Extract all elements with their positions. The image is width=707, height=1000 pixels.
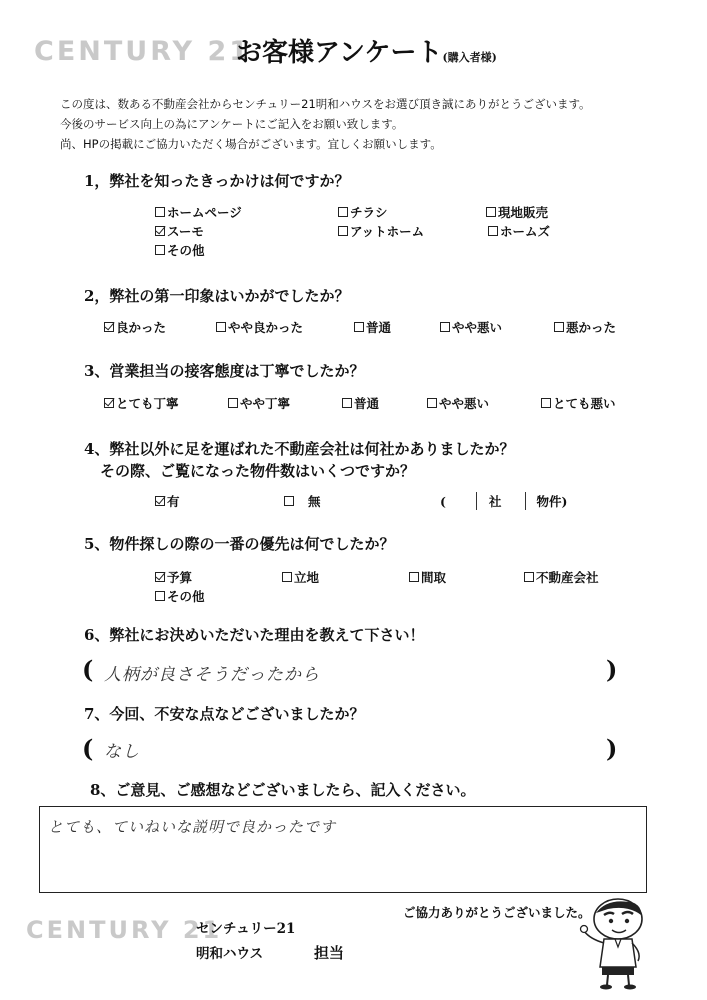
checkbox-icon[interactable] (282, 572, 292, 582)
checkbox-icon[interactable] (354, 322, 364, 332)
checkbox-icon[interactable] (338, 207, 348, 217)
question-4-line1: 4、弊社以外に足を運ばれた不動産会社は何社かありましたか？ (84, 440, 515, 458)
q4-count-field (440, 492, 567, 510)
q2-option-somewhat-bad[interactable]: やや悪い (440, 318, 502, 336)
checkbox-icon[interactable] (486, 207, 496, 217)
checked-checkbox-icon[interactable] (155, 226, 165, 236)
q5-option-budget[interactable]: 予算 (155, 568, 192, 586)
q1-option-homes[interactable]: ホームズ (488, 222, 550, 240)
footer-brand-logo: CENTURY 21 (26, 916, 223, 944)
checkbox-icon[interactable] (427, 398, 437, 408)
q7-paren-open: ( (82, 734, 94, 763)
q4-option-yes[interactable]: 有 (155, 492, 180, 510)
paren-open: ( (440, 493, 446, 509)
intro-text (60, 94, 591, 154)
q1-option-suumo[interactable]: スーモ (155, 222, 204, 240)
q6-paren-open: ( (82, 655, 94, 684)
q2-option-average[interactable]: 普通 (354, 318, 391, 336)
question-5: 5、物件探しの際の一番の優先は何でしたか？ (84, 535, 395, 553)
q6-answer[interactable]: 人柄が良さそうだったから (104, 665, 320, 685)
question-2: 2，弊社の第一印象はいかがでしたか？ (84, 287, 350, 305)
checkbox-icon[interactable] (228, 398, 238, 408)
question-7: 7、今回、不安な点などございましたか？ (84, 705, 365, 723)
company-branch: 明和ハウス (196, 946, 264, 962)
checkbox-icon[interactable] (409, 572, 419, 582)
comment-box[interactable] (39, 806, 647, 893)
brand-logo: CENTURY 21 (34, 36, 252, 67)
q5-option-floor-plan[interactable]: 間取 (409, 568, 446, 586)
checkbox-icon[interactable] (284, 496, 294, 506)
question-4-line2: その際、ご覧になった物件数はいくつですか？ (100, 462, 416, 480)
q5-option-location[interactable]: 立地 (282, 568, 319, 586)
checkbox-icon[interactable] (342, 398, 352, 408)
q7-paren-close: ) (606, 734, 618, 763)
checkbox-icon[interactable] (440, 322, 450, 332)
handwritten-company-count (476, 492, 477, 510)
checked-checkbox-icon[interactable] (155, 572, 165, 582)
q5-option-agency[interactable]: 不動産会社 (524, 568, 599, 586)
properties-unit: 物件) (536, 494, 568, 509)
thanks-message: ご協力ありがとうございました。 (403, 905, 591, 920)
page-title (236, 32, 497, 69)
q1-option-flyer[interactable]: チラシ (338, 203, 388, 221)
q3-option-very-polite[interactable]: とても丁寧 (104, 394, 179, 412)
question-6: 6、弊社にお決めいただいた理由を教えて下さい！ (84, 626, 425, 644)
checked-checkbox-icon[interactable] (104, 322, 114, 332)
q2-option-somewhat-good[interactable]: やや良かった (216, 318, 303, 336)
checkbox-icon[interactable] (155, 245, 165, 255)
q1-option-onsite-sale[interactable]: 現地販売 (486, 203, 548, 221)
companies-unit: 社 (488, 494, 502, 509)
q1-option-other[interactable]: その他 (155, 241, 205, 259)
checkbox-icon[interactable] (524, 572, 534, 582)
checkbox-icon[interactable] (488, 226, 498, 236)
q8-answer: とても、ていねいな説明で良かったです (48, 818, 337, 836)
q2-option-good[interactable]: 良かった (104, 318, 166, 336)
page-title-text: お客様アンケート (236, 38, 443, 68)
q3-option-somewhat-bad[interactable]: やや悪い (427, 394, 489, 412)
q6-paren-close: ) (606, 655, 618, 684)
intro-line: 尚、HPの掲載にご協力いただく場合がございます。宜しくお願いします。 (60, 137, 442, 151)
mascot-illustration (578, 895, 658, 990)
q2-option-bad[interactable]: 悪かった (554, 318, 616, 336)
q3-option-average[interactable]: 普通 (342, 394, 379, 412)
q4-option-no[interactable]: 無 (284, 492, 321, 510)
q7-answer[interactable]: なし (104, 742, 140, 762)
checkbox-icon[interactable] (155, 207, 165, 217)
question-1: 1，弊社を知ったきっかけは何ですか？ (84, 172, 350, 190)
intro-line: この度は、数ある不動産会社からセンチュリー21明和ハウスをお選び頂き誠にありがとうございます。 (60, 97, 591, 111)
checkbox-icon[interactable] (155, 591, 165, 601)
question-8: 8、ご意見、ご感想などございましたら、記入ください。 (90, 781, 476, 799)
staff-label: 担当 (314, 944, 345, 962)
page-subtitle: (購入者様) (442, 51, 497, 64)
checkbox-icon[interactable] (216, 322, 226, 332)
checked-checkbox-icon[interactable] (155, 496, 165, 506)
q1-option-homepage[interactable]: ホームページ (155, 203, 242, 221)
checkbox-icon[interactable] (541, 398, 551, 408)
q1-option-athome[interactable]: アットホーム (338, 222, 424, 240)
intro-line: 今後のサービス向上の為にアンケートにご記入をお願い致します。 (60, 117, 404, 131)
q3-option-somewhat-polite[interactable]: やや丁寧 (228, 394, 290, 412)
checkbox-icon[interactable] (554, 322, 564, 332)
q5-option-other[interactable]: その他 (155, 587, 205, 605)
company-name: センチュリー21 (196, 921, 296, 937)
checked-checkbox-icon[interactable] (104, 398, 114, 408)
handwritten-property-count (525, 492, 526, 510)
question-3: 3、営業担当の接客態度は丁寧でしたか？ (84, 362, 365, 380)
q3-option-very-bad[interactable]: とても悪い (541, 394, 616, 412)
checkbox-icon[interactable] (338, 226, 348, 236)
